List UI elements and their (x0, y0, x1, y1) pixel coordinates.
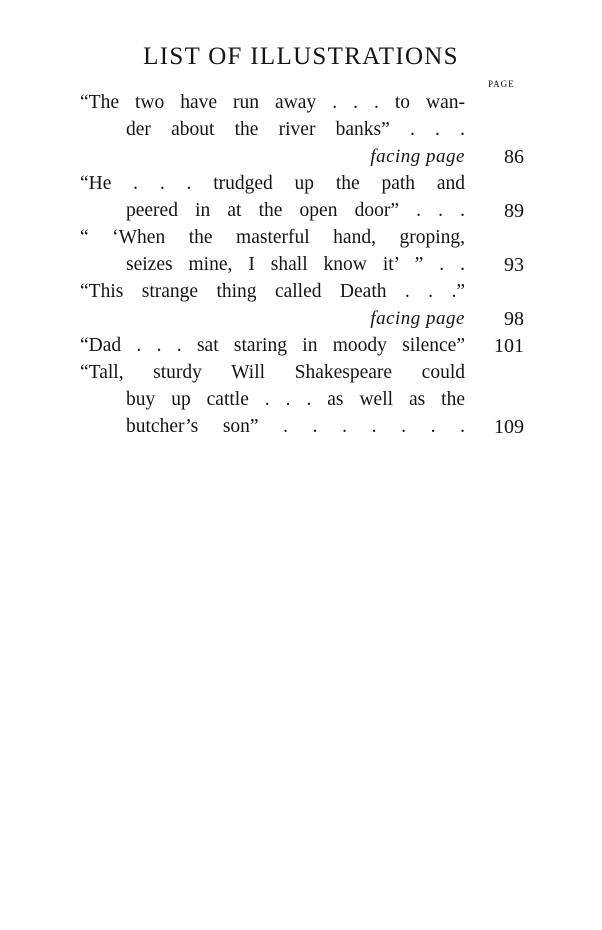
entry-1-page-number: 86 (504, 146, 524, 168)
entry-2-line-2: peered in at the open door” . . . (126, 200, 465, 221)
entry-6-page-number: 109 (494, 416, 524, 438)
entry-2-page-number: 89 (504, 200, 524, 222)
entry-5-line-1: “Dad . . . sat staring in moody silence” (80, 335, 465, 356)
entry-4-facing-page: facing page (370, 308, 465, 329)
entry-6-line-2: buy up cattle . . . as well as the (126, 389, 465, 410)
entry-1-line-2: der about the river banks” . . . (126, 119, 465, 140)
entry-6-line-1: “Tall, sturdy Will Shakespeare could (80, 362, 465, 383)
entry-3-line-1: “ ‘When the masterful hand, groping, (80, 227, 465, 248)
page-column-heading: PAGE (488, 79, 515, 89)
entry-3-page-number: 93 (504, 254, 524, 276)
entry-2-line-1: “He . . . trudged up the path and (80, 173, 465, 194)
entry-5-page-number: 101 (494, 335, 524, 357)
entry-3-line-2: seizes mine, I shall know it’ ” . . (126, 254, 465, 275)
entry-6-line-3: butcher’s son” . . . . . . . (126, 416, 465, 437)
page-title: LIST OF ILLUSTRATIONS (143, 43, 459, 70)
entry-1-line-1: “The two have run away . . . to wan- (80, 92, 465, 113)
entry-1-facing-page: facing page (370, 146, 465, 167)
entry-4-line-1: “This strange thing called Death . . .” (80, 281, 465, 302)
entry-4-page-number: 98 (504, 308, 524, 330)
